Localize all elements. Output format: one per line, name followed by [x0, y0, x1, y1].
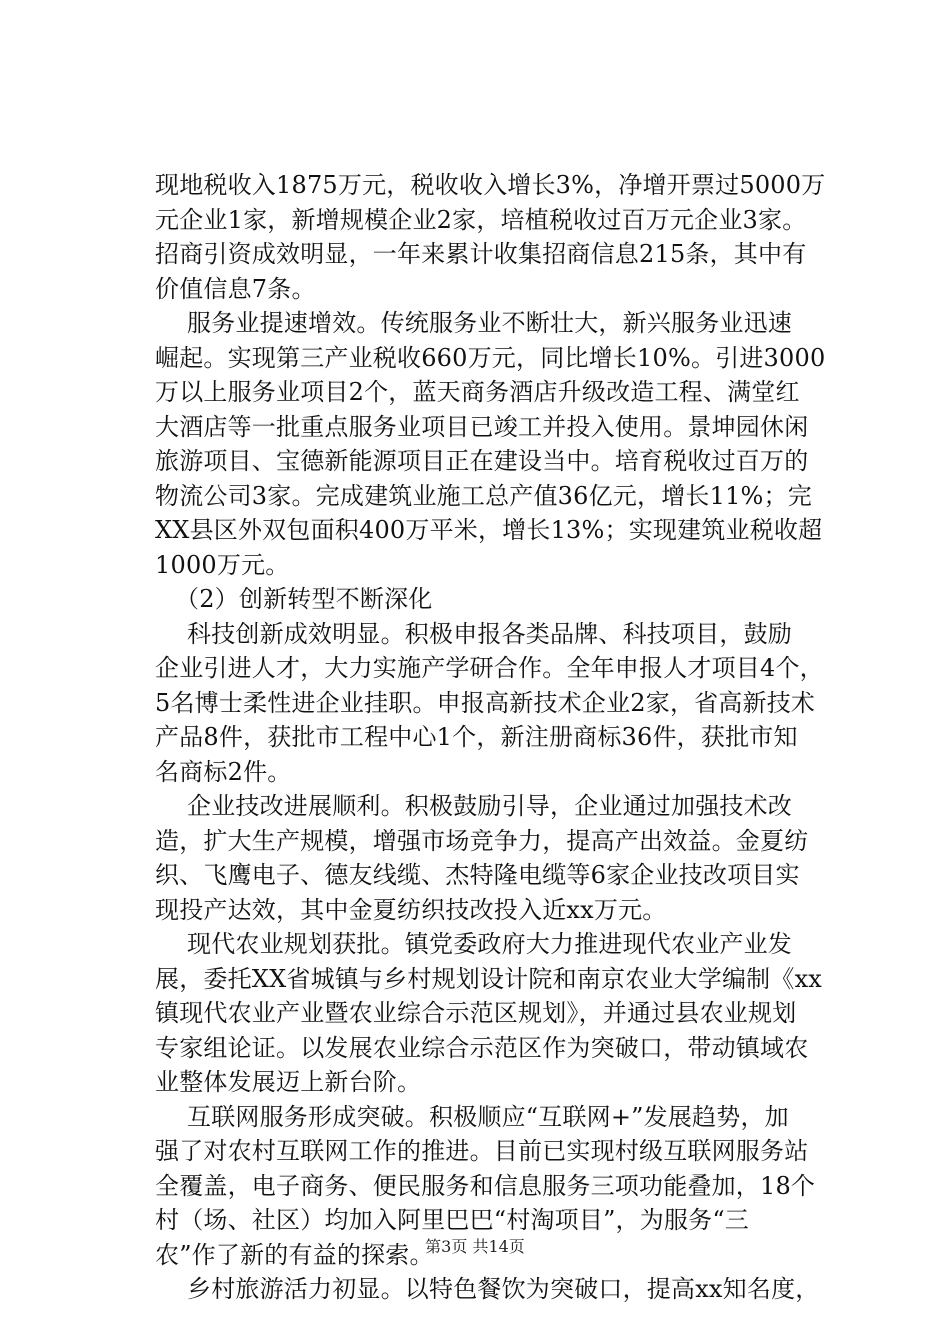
text-line: 农”作了新的有益的探索。 [155, 1240, 434, 1269]
text-line: 大酒店等一批重点服务业项目已竣工并投入使用。景坤园休闲 [155, 412, 809, 441]
paragraph-start-line: 服务业提速增效。传统服务业不断壮大，新兴服务业迅速 [187, 309, 792, 337]
text-line: 旅游项目、宝德新能源项目正在建设当中。培育税收过百万的 [155, 447, 809, 475]
text-line: 业整体发展迈上新台阶。 [155, 1068, 422, 1096]
text-line: 造，扩大生产规模，增强市场竞争力，提高产出效益。金夏纺 [155, 826, 809, 855]
text-line: 专家组论证。以发展农业综合示范区作为突破口，带动镇域农 [155, 1033, 809, 1062]
text-line: 展，委托XX省城镇与乡村规划设计院和南京农业大学编制《xx [155, 964, 823, 993]
text-line: 崛起。实现第三产业税收660万元，同比增长10%。引进3000 [155, 343, 826, 372]
text-line: 元企业1家，新增规模企业2家，培植税收过百万元企业3家。 [155, 205, 807, 234]
text-line: 价值信息7条。 [155, 274, 316, 303]
text-line: 产品8件，获批市工程中心1个，新注册商标36件，获批市知 [155, 723, 798, 751]
section-heading: （2）创新转型不断深化 [175, 585, 433, 613]
text-line: 名商标2件。 [155, 757, 292, 786]
text-line: 现地税收入1875万元，税收收入增长3%，净增开票过5000万 [155, 171, 826, 199]
text-line: 现投产达效，其中金夏纺织技改投入近xx万元。 [155, 895, 667, 924]
page-footer [0, 1237, 950, 1257]
text-line: 村（场、社区）均加入阿里巴巴“村淘项目”，为服务“三 [155, 1206, 750, 1234]
page-number-label: 第3页 共14页 [425, 1237, 525, 1256]
text-line: 镇现代农业产业暨农业综合示范区规划》，并通过县农业规划 [155, 999, 797, 1027]
text-line: 企业引进人才，大力实施产学研合作。全年申报人才项目4个， [155, 654, 824, 682]
paragraph-start-line: 现代农业规划获批。镇党委政府大力推进现代农业产业发 [187, 930, 792, 958]
text-line: 物流公司3家。完成建筑业施工总产值36亿元，增长11%；完 [155, 481, 812, 510]
document-body [155, 168, 835, 1307]
paragraph-start-line: 互联网服务形成突破。积极顺应“互联网+”发展趋势，加 [187, 1102, 789, 1131]
text-line: 1000万元。 [155, 550, 290, 579]
text-line: XX县区外双包面积400万平米，增长13%；实现建筑业税收超 [155, 516, 823, 544]
text-line: 强了对农村互联网工作的推进。目前已实现村级互联网服务站 [155, 1137, 809, 1165]
paragraph-start-line: 科技创新成效明显。积极申报各类品牌、科技项目，鼓励 [187, 619, 792, 648]
text-line: 招商引资成效明显，一年来累计收集招商信息215条，其中有 [155, 240, 807, 268]
text-line: 5名博士柔性进企业挂职。申报高新技术企业2家，省高新技术 [155, 688, 816, 717]
text-line: 织、飞鹰电子、德友线缆、杰特隆电缆等6家企业技改项目实 [155, 861, 800, 889]
text-line: 万以上服务业项目2个，蓝天商务酒店升级改造工程、满堂红 [155, 378, 800, 406]
paragraph-start-line: 企业技改进展顺利。积极鼓励引导，企业通过加强技术改 [187, 792, 792, 820]
text-line: 全覆盖，电子商务、便民服务和信息服务三项功能叠加，18个 [155, 1171, 816, 1200]
paragraph-start-line: 乡村旅游活力初显。以特色餐饮为突破口，提高xx知名度， [187, 1275, 820, 1303]
